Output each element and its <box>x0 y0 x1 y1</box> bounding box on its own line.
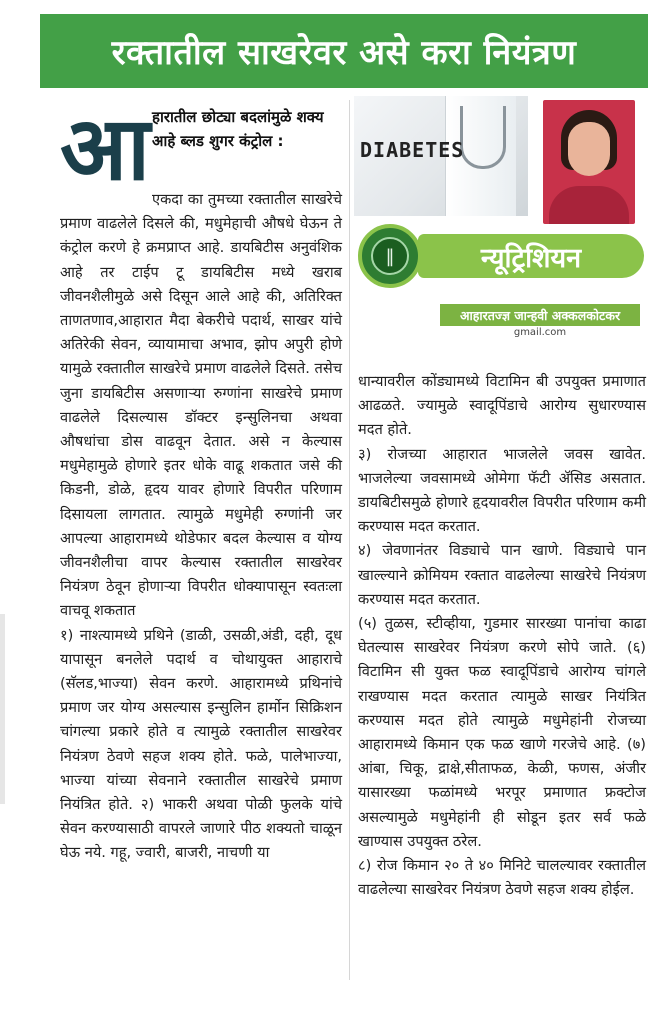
tip-4: ४) जेवणानंतर विड्याचे पान खाणे. विड्याचे पान खाल्ल्याने क्रोमियम रक्तात वाढलेल्या साखरेचे नियंत्रण करण्यास मदत करतात. <box>358 542 646 608</box>
diabetes-photo <box>354 96 528 216</box>
tips-5-6-7: (५) तुळस, स्टीव्हीया, गुडमार सारख्या पानांचा काढा घेतल्यास साखरेवर नियंत्रण करणे सोपे जाते. (६) विटामिन सी युक्त फळ स्वादूपिंडाचे आरोग्य चांगले राखण्यास मदत करतात त्यामुळे साखर नियंत्रित करण्यास मदत होते त्यामुळे मधुमेहांनी रोजच्या आहारामध्ये किमान एक फळ खाणे गरजेचे आहे. (७) आंबा, चिकू, द्राक्षे,सीताफळ, केळी, फणस, अंजीर यासारख्या फळांमध्ये भरपूर प्रमाणात फ्रक्टोज असल्यामुळे मधुमेहांनी ही सोडून इतर सर्व फळे खाण्यास उपयुक्त ठरेल. <box>358 615 646 850</box>
article-column-left <box>60 188 342 866</box>
intro-paragraph: एकदा का तुमच्या रक्तातील साखरेचे प्रमाण वाढलेले दिसले की, मधुमेहाची औषधे घेऊन ते कंट्रोल करणे हे क्रमप्राप्त आहे. डायबिटीस अनुवंशिक आहे तर टाईप टू डायबिटीस मध्ये खराब जीवनशैलीमुळे असे दिसून आले आहे की, अतिरिक्त ताणतणाव,आहारात मैदा बेकरीचे पदार्थ, साखर यांचे अतिरेकी सेवन, व्यायामाचा अभाव, झोप अपुरी होणे यामुळे रक्तातील साखरेचे प्रमाण वाढलेले दिसते. तसेच जुना डायबिटीस असणाऱ्या रुग्णांना साखरेचे प्रमाण वाढलेले दिसल्यास डॉक्टर इन्सुलिनचा अथवा औषधांचा डोस वाढवून देतात. असे न केल्यास मधुमेहामुळे होणारे इतर धोके वाढू शकतात जसे की किडनी, डोळे, हृदय यावर होणारे विपरीत परिणाम दिसायला लागतात. त्यामुळे मधुमेही रुग्णांनी जर आपल्या आहारामध्ये थोडेफार बदल केल्यास व योग्य जीवनशैलीचा वापर केल्यास रक्तातील साखरेवर नियंत्रण ठेवून होणाऱ्या विपरीत धोक्यापासून स्वतःला वाचवू शकतात <box>60 191 342 620</box>
tips-paragraph-1-2: १) नाश्त्यामध्ये प्रथिने (डाळी, उसळी,अंडी, दही, दूध यापासून बनलेले पदार्थ व चोथायुक्त आहाराचे (सॅलड,भाज्या) सेवन करणे. आहारामध्ये प्रथिनांचे प्रमाण जर योग्य असल्यास इन्सुलिन हार्मोन सिक्रिशन चांगल्या प्रकारे होते व त्यामुळे रक्तातील साखरेवर नियंत्रण ठेवणे सहज शक्य होते. फळे, पालेभाज्या, भाज्या यांच्या सेवनाने रक्तातील साखरेचे प्रमाण नियंत्रित होते. २) भाकरी अथवा पोळी फुलके यांचे सेवन करण्यासाठी वापरले जाणारे पीठ शक्यतो चाळून घेऊ नये. गहू, ज्वारी, बाजरी, नाचणी या <box>60 626 342 862</box>
article-subheading: हारातील छोट्या बदलांमुळे शक्य आहे ब्लड शुगर कंट्रोल : <box>152 108 324 150</box>
tip-continuation: धान्यावरील कोंड्यामध्ये विटामिन बी उपयुक्त प्रमाणात आढळते. ज्यामुळे स्वादूपिंडाचे आरोग्य सुधारण्यास मदत होते. <box>358 373 646 439</box>
stethoscope-icon <box>460 106 506 169</box>
nutritionist-logo <box>358 224 648 296</box>
tip-8: ८) रोज किमान २० ते ४० मिनिटे चालल्यावर रक्तातील वाढलेल्या साखरेवर नियंत्रण ठेवणे सहज शक्य होईल. <box>358 857 646 899</box>
article-headline: रक्तातील साखरेवर असे करा नियंत्रण <box>40 14 648 88</box>
tip-3: ३) रोजच्या आहारात भाजलेले जवस खावेत. भाजलेल्या जवसामध्ये ओमेगा फॅटी ॲसिड असतात. डायबिटीसमुळे होणारे हृदयावरील विपरीत परिणाम कमी करण्यास मदत करतात. <box>358 445 646 536</box>
article-column-right <box>358 370 646 902</box>
nutritionist-label: न्यूट्रिशियन <box>480 242 582 274</box>
page-edge-shadow <box>0 614 5 804</box>
plate-fork-knife-icon: ‖ <box>358 224 422 288</box>
portrait-blouse-shape <box>549 186 629 224</box>
column-divider <box>349 100 350 980</box>
diabetes-photo-text: DIABETES <box>360 138 465 162</box>
portrait-face-shape <box>568 122 610 176</box>
nutritionist-banner <box>418 234 644 278</box>
author-email: gmail.com <box>513 327 567 338</box>
author-byline: आहारतज्ज्ञ जान्हवी अक्कलकोटकर <box>440 304 640 326</box>
author-portrait <box>543 100 635 224</box>
drop-cap-letter: आ <box>60 96 150 200</box>
